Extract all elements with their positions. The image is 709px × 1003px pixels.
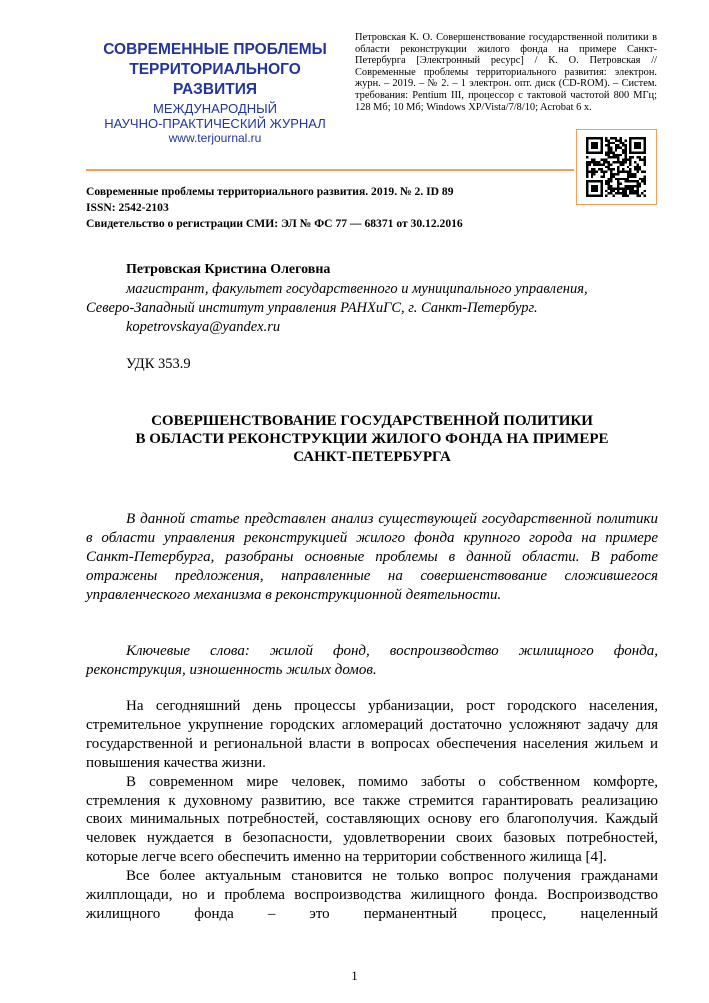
qr-code-frame — [576, 129, 657, 205]
title-line: В ОБЛАСТИ РЕКОНСТРУКЦИИ ЖИЛОГО ФОНДА НА ПРИМЕРЕ — [135, 431, 609, 447]
author-name: Петровская Кристина Олеговна — [126, 262, 331, 277]
affiliation-line: Северо-Западный институт управления РАНХиГС, г. Санкт-Петербург. — [86, 300, 538, 316]
article-body — [86, 697, 658, 924]
author-affiliation — [86, 280, 658, 337]
issue-line: Современные проблемы территориального развития. 2019. № 2. ID 89 — [86, 185, 454, 198]
udk-code: УДК 353.9 — [126, 356, 191, 372]
keywords-paragraph: Ключевые слова: жилой фонд, воспроизводство жилищного фонда, реконструкция, изношенность жилых домов. — [86, 643, 658, 678]
journal-subtitle — [86, 101, 344, 131]
journal-subtitle-line: НАУЧНО-ПРАКТИЧЕСКИЙ ЖУРНАЛ — [104, 116, 326, 131]
journal-url[interactable]: www.terjournal.ru — [168, 131, 262, 145]
affiliation-line: магистрант, факультет государственного и муниципального управления, — [126, 281, 588, 297]
title-line: СОВЕРШЕНСТВОВАНИЕ ГОСУДАРСТВЕННОЙ ПОЛИТИКИ — [151, 413, 593, 429]
journal-masthead — [86, 40, 344, 146]
registration-line: Свидетельство о регистрации СМИ: ЭЛ № ФС 77 — 68371 от 30.12.2016 — [86, 217, 463, 230]
citation-text: Петровская К. О. Совершенствование государственной политики в области реконструкции жилого фонда на примере Санкт-Петербурга [Электронный ресурс] / К. О. Петровская // Современные проблемы территориального развития: электрон. журн. – 2019. – № 2. – 1 электрон. опт. диск (CD-ROM). – Систем. требования: Pentium III, процессор с тактовой частотой 800 МГц; 128 Мб; 10 Мб; Windows XP/Vista/7/8/10; Acrobat 6 x. — [355, 32, 657, 113]
body-paragraph: На сегодняшний день процессы урбанизации, рост городского населения, стремительное укрупнение городских агломераций достаточно усложняют задачу для государственной и региональной власти в вопросах обеспечения населения жильем и повышения качества жизни. — [86, 698, 658, 771]
body-paragraph: Все более актуальным становится не только вопрос получения гражданами жилплощади, но и проблема воспроизводства жилищного фонда. Воспроизводство жилищного фонда – это перманентный процесс, нацеленный — [86, 868, 658, 922]
body-paragraph: В современном мире человек, помимо заботы о собственном комфорте, стремления к духовному развитию, все также стремится гарантировать реализацию своих минимальных потребностей, составляющих основу его благополучия. Каждый человек нуждается в безопасности, удовлетворении своих базовых потребностей, которые легче всего обеспечить именно на территории собственного жилища [4]. — [86, 773, 658, 866]
abstract-paragraph: В данной статье представлен анализ существующей государственной политики в области управления реконструкцией жилого фонда крупного города на примере Санкт-Петербурга, разобраны основные проблемы в данной области. В работе отражены предложения, направленные на совершенствование сложившегося управленческого механизма в реконструкционной деятельности. — [86, 511, 658, 603]
header-divider — [86, 169, 574, 171]
journal-name-line: РАЗВИТИЯ — [173, 81, 257, 98]
journal-subtitle-line: МЕЖДУНАРОДНЫЙ — [152, 101, 278, 116]
journal-name — [86, 40, 344, 100]
issn-line: ISSN: 2542-2103 — [86, 201, 169, 214]
journal-name-line: СОВРЕМЕННЫЕ ПРОБЛЕМЫ — [103, 41, 327, 58]
title-line: САНКТ-ПЕТЕРБУРГА — [293, 449, 451, 465]
qr-code-icon — [586, 137, 646, 197]
journal-name-line: ТЕРРИТОРИАЛЬНОГО — [129, 61, 301, 78]
article-title — [86, 412, 658, 466]
publication-meta — [86, 184, 463, 232]
page-number: 1 — [351, 968, 358, 983]
author-email[interactable]: kopetrovskaya@yandex.ru — [126, 319, 281, 335]
